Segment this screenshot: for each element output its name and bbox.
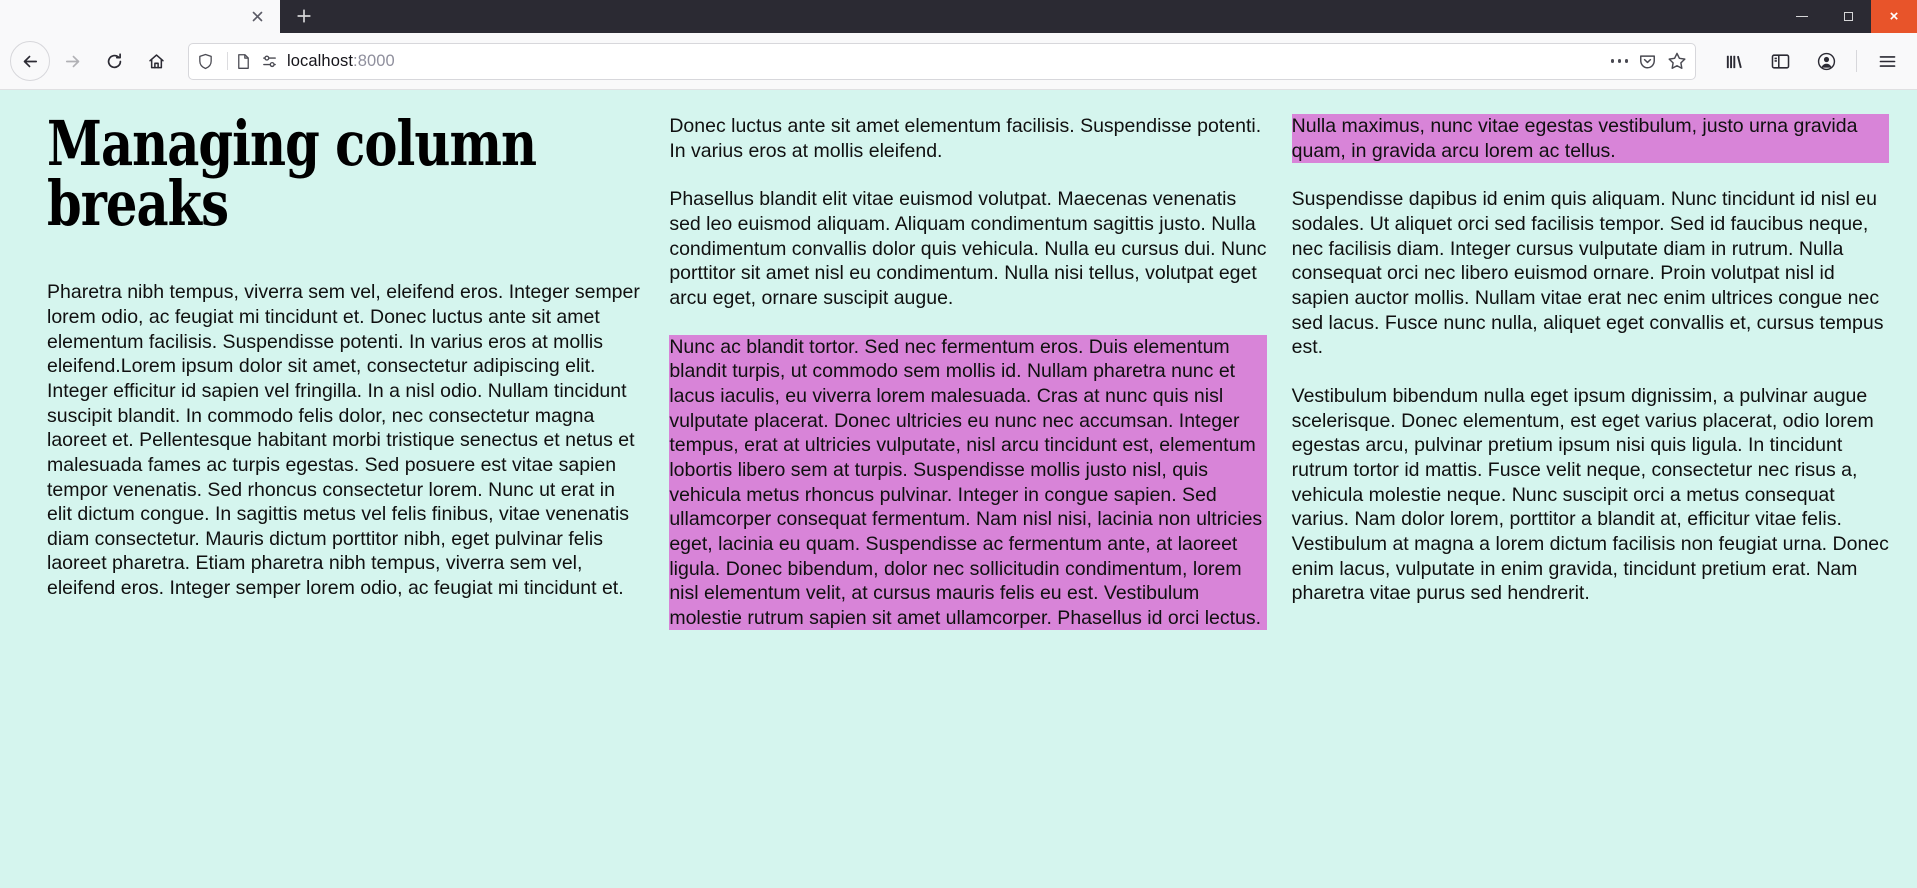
paragraph-4: Suspendisse dapibus id enim quis aliquam. Nunc tincidunt id nisl eu sodales. Ut aliquet orci sed facilisis tempor. Sed id faucibus neque, nec facilisis diam. Integer cursus vulputate diam in rutrum. Nulla consequat orci nec libero euismod ornare. Proin volutpat nisl id sapien auctor mollis. Nullam vitae erat nec enim ultrices congue nec sed lacus. Fusce nunc nulla, aliquet eget convallis et, cursus tempus est. [1291, 188, 1884, 359]
address-bar-actions [1603, 51, 1688, 71]
paragraph-1: Pharetra nibh tempus, viverra sem vel, eleifend eros. Integer semper lorem odio, ac feugiat mi tincidunt et. Donec luctus ante sit amet elementum facilisis. Suspendisse potenti. In varius eros at mollis eleifend.Lorem ipsum dolor sit amet, consectetur adipiscing elit. Integer efficitur id sapien vel fringilla. In a nisl odio. Nullam tincidunt suscipit blandit. In commodo felis dolor, nec consectetur magna laoreet et. Pellentesque habitant morbi tristique senectus et netus et malesuada fames ac turpis egestas. Sed posuere est vitae sapien tempor venenatis. Sed rhoncus consectetur lorem. Nunc ut erat in elit dictum congue. In sagittis metus vel felis finibus, vitae venenatis diam consectetur. Mauris dictum porttitor nibh, eget pulvinar felis laoreet pharetra. Etiam pharetra nibh tempus, viverra sem vel, eleifend eros. Integer semper lorem odio, ac feugiat mi tincidunt et. Donec luctus ante sit amet elementum facilisis. Suspendisse potenti. In varius eros at mollis eleifend. [47, 115, 1262, 600]
forward-arrow-icon[interactable] [52, 41, 92, 81]
window-close-button[interactable] [1871, 0, 1917, 33]
page-title: Managing column breaks [47, 107, 537, 241]
browser-toolbar-right [1708, 41, 1907, 81]
browser-tab-active[interactable] [0, 0, 280, 33]
url-host: localhost [287, 51, 354, 70]
page-document-icon[interactable] [235, 53, 258, 70]
page-viewport[interactable] [0, 90, 1917, 888]
multicolumn-article [0, 90, 1917, 888]
minimize-icon[interactable] [1779, 0, 1825, 33]
bookmark-star-icon[interactable] [1667, 51, 1687, 71]
sidebar-toggle-icon[interactable] [1760, 41, 1800, 81]
reload-icon[interactable] [94, 41, 134, 81]
page-actions-more-icon[interactable] [1611, 59, 1629, 63]
save-to-pocket-icon[interactable] [1638, 52, 1657, 71]
address-bar[interactable] [188, 43, 1696, 80]
close-icon[interactable] [246, 6, 268, 28]
tab-strip [0, 0, 1917, 33]
address-bar-divider [227, 52, 228, 70]
close-x-glyph: × [1889, 8, 1899, 25]
toolbar-divider [1856, 50, 1857, 72]
url-text[interactable] [287, 52, 1601, 71]
back-arrow-icon[interactable] [10, 41, 50, 81]
url-port: :8000 [353, 51, 395, 70]
account-avatar-icon[interactable] [1806, 41, 1846, 81]
tracking-protection-shield-icon[interactable] [197, 53, 220, 70]
maximize-icon[interactable] [1825, 0, 1871, 33]
highlighted-paragraph: Nunc ac blandit tortor. Sed nec fermentum eros. Duis elementum blandit turpis, ut commodo sem mollis id. Nullam pharetra nunc et lacus iaculis, eu viverra lorem malesuada. Cras at nunc quis nisl vulputate placerat. Donec ultricies eu nunc nec accumsan. Integer tempus, erat at ultricies vulputate, nisl arcu tincidunt est, elementum lobortis libero sem at turpis. Suspendisse mollis justo nisl, quis vehicula metus rhoncus pulvinar. Integer in congue sapien. Sed ullamcorper consequat fermentum. Nam nisl nisi, lacinia non ultricies eget, lacinia eu quam. Suspendisse ac fermentum ante, at laoreet ligula. Donec bibendum, dolor nec sollicitudin condimentum, lorem nisl elementum velit, at cursus mauris felis eu est. Vestibulum molestie rutrum sapien sit amet ullamcorper. Phasellus id orci lectus. Nulla maximus, nunc vitae egestas vestibulum, justo urna gravida quam, in gravida arcu lorem ac tellus. [669, 114, 1889, 630]
window-controls [1779, 0, 1917, 33]
hamburger-menu-icon[interactable] [1867, 41, 1907, 81]
navigation-toolbar [0, 33, 1917, 90]
paragraph-5: Vestibulum bibendum nulla eget ipsum dignissim, a pulvinar augue scelerisque. Donec elementum, est eget varius placerat, odio lorem egestas arcu, pulvinar pretium ipsum nisi quis ligula. In tincidunt rutrum tortor id mattis. Fusce velit neque, consectetur nec risus a, vehicula molestie neque. Nunc suscipit orci a metus consequat varius. Nam dolor lorem, porttitor a blandit at, efficitur vitae felis. Vestibulum at magna a lorem dictum facilisis non feugiat urna. Donec enim lacus, vulputate in enim gravida, tincidunt pretium erat. Nam pharetra vitae purus sed hendrerit. [1291, 384, 1889, 605]
site-permissions-icon[interactable] [260, 52, 285, 71]
home-icon[interactable] [136, 41, 176, 81]
new-tab-button[interactable] [286, 1, 322, 31]
paragraph-2: Phasellus blandit elit vitae euismod volutpat. Maecenas venenatis sed leo euismod aliquam. Aliquam condimentum sagittis justo. Nulla condimentum convallis dolor quis vehicula. Nulla eu cursus dui. Nunc porttitor sit amet nisl eu condimentum. Nulla nisi tellus, volutpat eget arcu eget, ornare suscipit augue. [669, 188, 1267, 309]
library-icon[interactable] [1714, 41, 1754, 81]
